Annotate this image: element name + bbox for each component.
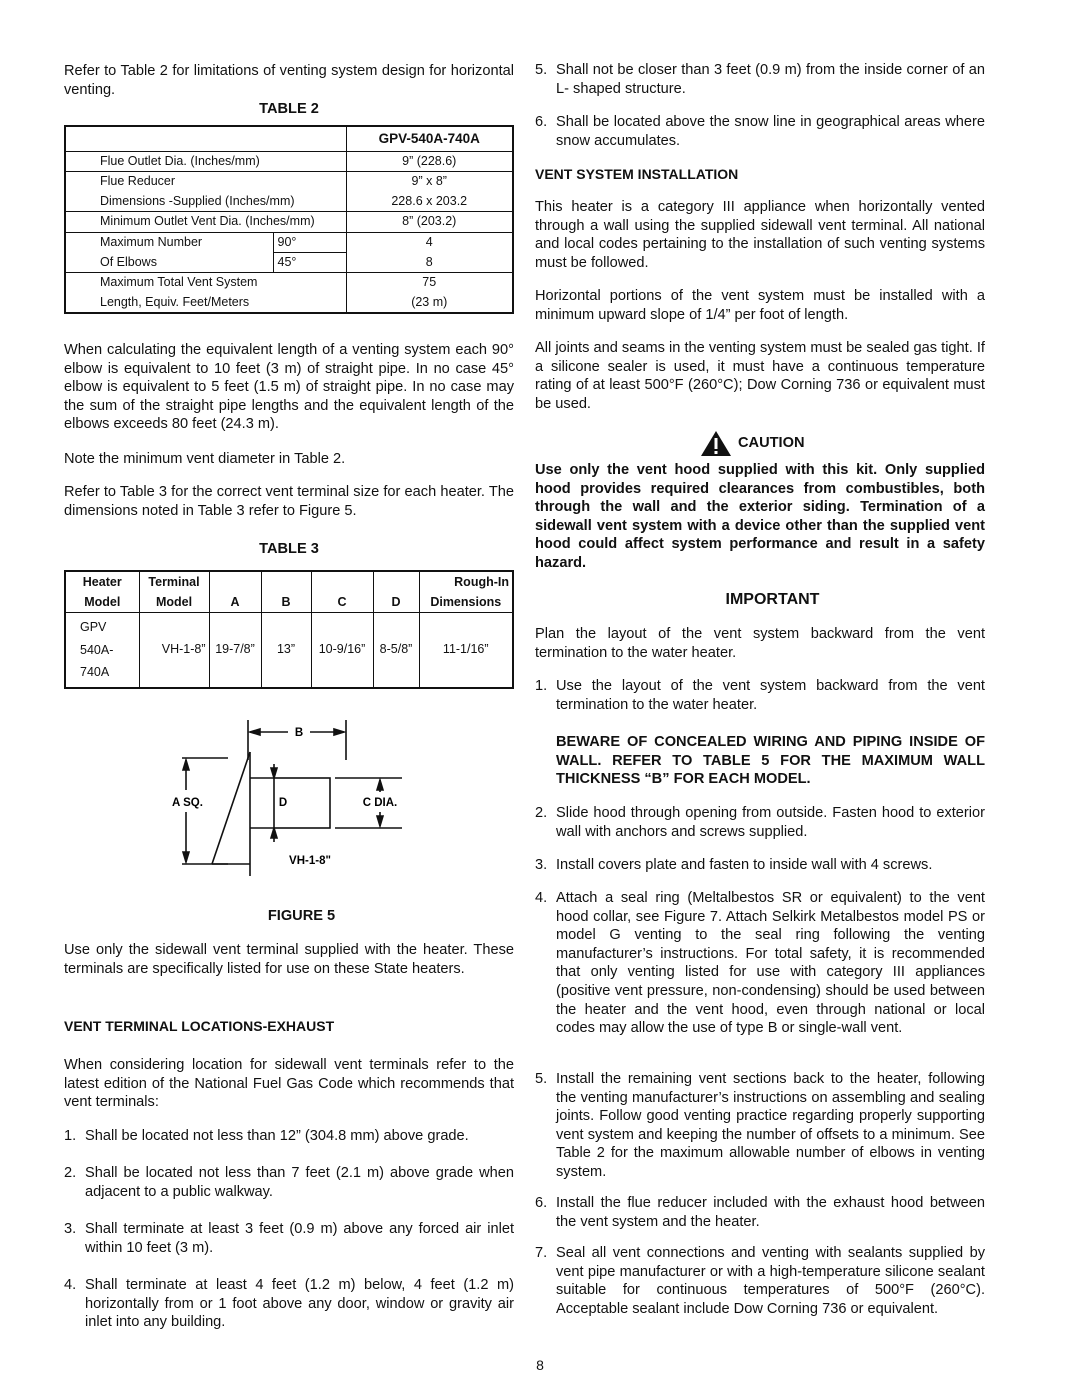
locations-paragraph: When considering location for sidewall vent terminals refer to the latest edition of the National Fuel Gas Code which recommends that vent terminals:	[64, 1057, 514, 1111]
list-item: 7. Seal all vent connections and venting with sealants supplied by vent pipe manufacturer or with a high-temperature silicone sealant suitable for continuous temperatures of 500°F (260°C). Acceptable sealant include Dow Corning 736 or equivalent.	[535, 1245, 985, 1317]
plan-paragraph: Plan the layout of the vent system backward from the vent termination to the water heater.	[535, 626, 985, 661]
figure-label-cdia: C DIA.	[362, 797, 398, 809]
calc-paragraph: When calculating the equivalent length of a venting system each 90° elbow is equivalent to 10 feet (3 m) of straight pipe. In no case 45° elbow is equivalent to 5 feet (1.5 m) of straight pipe. In no case may the sum of the straight pipe lengths and the equivalent length of the elbows exceeds 80 feet (24.3 m).	[64, 342, 514, 433]
table2-header: GPV-540A-740A	[346, 126, 513, 152]
table2-title: TABLE 2	[259, 101, 319, 117]
list-item: 3. Shall terminate at least 3 feet (0.9 m) above any forced air inlet within 10 feet (3 m).	[64, 1221, 514, 1256]
figure-label-model: VH-1-8"	[289, 855, 331, 867]
figure-caption: FIGURE 5	[267, 908, 336, 924]
table-row: Dimensions -Supplied (Inches/mm) 228.6 x 203.2	[65, 192, 513, 212]
intro-paragraph: Refer to Table 2 for limitations of venting system design for horizontal venting.	[64, 63, 514, 98]
list-item: 2. Shall be located not less than 7 feet (2.1 m) above grade when adjacent to a public walkway.	[64, 1165, 514, 1200]
install-heading: VENT SYSTEM INSTALLATION	[535, 166, 739, 182]
list-item: 4. Attach a seal ring (Meltalbestos SR or equivalent) to the vent hood collar, see Figure 7. Attach Selkirk Metalbestos model PS or model G venting to the seal ring following the venting manufacturer’s instructions. For total safety, it is recommended that only venting listed for use with category III appliances (positive vent pressure, non-condensing) should be used between the heater and the vent hood, even through national or local codes may allow the use of type B or single-wall vent.	[535, 890, 985, 1037]
table-row: GPV 540A- 740A VH-1-8” 19-7/8” 13” 10-9/16” 8-5/8” 11-1/16”	[65, 613, 513, 688]
important-title: IMPORTANT	[725, 591, 820, 608]
list-item: 4. Shall terminate at least 4 feet (1.2 m) below, 4 feet (1.2 m) horizontally from or 1 foot above any door, window or gravity air inlet into any building.	[64, 1277, 514, 1331]
table-row: Model Model A B C D Dimensions	[65, 592, 513, 613]
note-paragraph: Note the minimum vent diameter in Table 2.	[64, 451, 346, 467]
table3	[64, 570, 514, 689]
page-number: 8	[536, 1357, 544, 1373]
list-item: 3. Install covers plate and fasten to inside wall with 4 screws.	[535, 857, 933, 873]
sidewall-paragraph: Use only the sidewall vent terminal supplied with the heater. These terminals are specifically listed for use on these State heaters.	[64, 942, 514, 977]
table3-title: TABLE 3	[259, 541, 319, 557]
table-row: Flue Outlet Dia. (Inches/mm) 9” (228.6)	[65, 152, 513, 172]
list-item: 6. Install the flue reducer included with the exhaust hood between the vent system and the heater.	[535, 1195, 985, 1230]
table-row: Length, Equiv. Feet/Meters (23 m)	[65, 293, 513, 313]
list-item: 1. Shall be located not less than 12” (304.8 mm) above grade.	[64, 1128, 469, 1144]
vent-terminal-diagram	[170, 718, 420, 878]
table-row: Of Elbows 45° 8	[65, 253, 513, 273]
list-item: 5. Shall not be closer than 3 feet (0.9 m) from the inside corner of an L- shaped structure.	[535, 62, 985, 97]
list-item: 6. Shall be located above the snow line in geographical areas where snow accumulates.	[535, 114, 985, 149]
caution-title: CAUTION	[738, 435, 805, 452]
table-row: Flue Reducer 9” x 8”	[65, 172, 513, 192]
table2	[64, 125, 514, 314]
category-paragraph: This heater is a category III appliance when horizontally vented through a wall using the supplied sidewall vent terminal. All national and local codes pertaining to the installation of such venting systems must be followed.	[535, 199, 985, 271]
locations-heading: VENT TERMINAL LOCATIONS-EXHAUST	[64, 1018, 335, 1034]
figure-label-d: D	[278, 797, 288, 809]
list-item: 1. Use the layout of the vent system backward from the vent termination to the water heater.	[535, 678, 985, 713]
figure-label-b: B	[294, 727, 304, 739]
figure-label-asq: A SQ.	[172, 797, 203, 809]
beware-warning: BEWARE OF CONCEALED WIRING AND PIPING INSIDE OF WALL. REFER TO TABLE 5 FOR THE MAXIMUM WALL THICKNESS “B” FOR EACH MODEL.	[556, 734, 985, 788]
caution-header	[700, 430, 804, 457]
table-row	[65, 126, 513, 152]
table-row: Maximum Number 90° 4	[65, 232, 513, 252]
table-row: Minimum Outlet Vent Dia. (Inches/mm) 8” (203.2)	[65, 212, 513, 232]
table-row: Heater Terminal Rough-In	[65, 571, 513, 592]
refer3-paragraph: Refer to Table 3 for the correct vent terminal size for each heater. The dimensions noted in Table 3 refer to Figure 5.	[64, 484, 514, 519]
warning-triangle-icon	[700, 430, 732, 457]
list-item: 5. Install the remaining vent sections back to the heater, following the venting manufacturer’s instructions on assembling and sealing joints. Follow good venting practice regarding properly supporting vent system and keeping the number of offsets to a minimum. See Table 2 for the maximum allowable number of elbows in venting system.	[535, 1071, 985, 1180]
caution-text: Use only the vent hood supplied with this kit. Only supplied hood provides required clearances from combustibles, both through the wall and the exterior siding. Termination of a sidewall vent system with a device other than the supplied vent hood could affect system performance and result in a safety hazard.	[535, 462, 985, 571]
slope-paragraph: Horizontal portions of the vent system must be installed with a minimum upward slope of 1/4” per foot of length.	[535, 288, 985, 323]
list-item: 2. Slide hood through opening from outside. Fasten hood to exterior wall with anchors and screws supplied.	[535, 805, 985, 840]
joints-paragraph: All joints and seams in the venting system must be sealed gas tight. If a silicone sealer is used, it must have a continuous temperature rating of at least 500°F (260°C); Dow Corning 736 or equivalent must be used.	[535, 340, 985, 412]
table-row: Maximum Total Vent System 75	[65, 273, 513, 293]
